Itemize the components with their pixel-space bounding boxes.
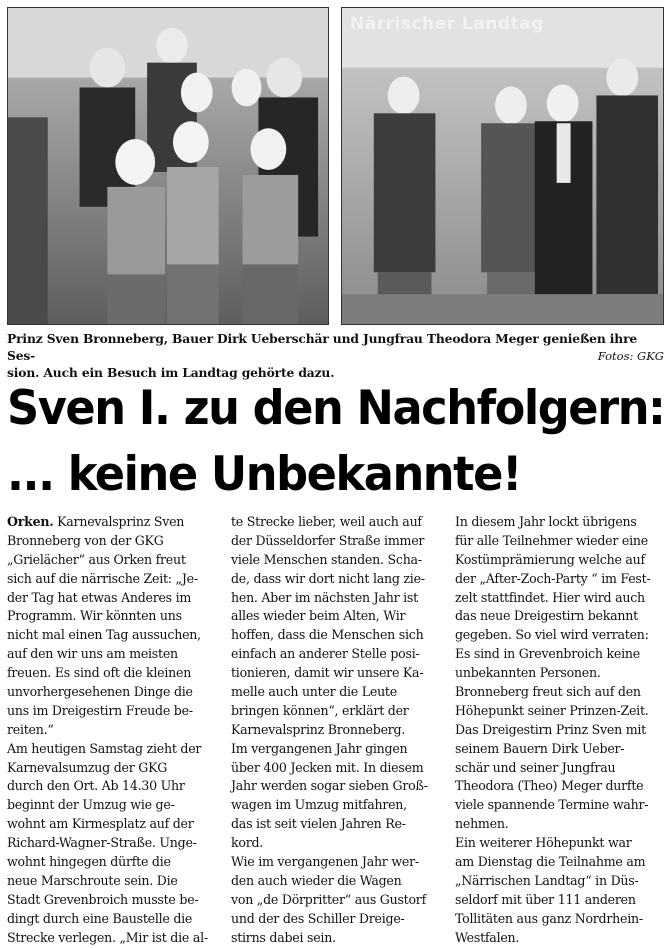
article-column-2: [231, 513, 434, 947]
article-line: In diesem Jahr lockt übrigens: [455, 514, 637, 529]
article-line: Stadt Grevenbroich musste be-: [7, 891, 199, 907]
photo-banner-text: Närrischer Landtag: [350, 14, 544, 34]
article-line: unbekannten Personen.: [455, 665, 601, 681]
article-line: viele Menschen standen. Scha-: [231, 551, 422, 567]
article-column-1: [7, 513, 210, 947]
article-line: durch den Ort. Ab 14.30 Uhr: [7, 778, 185, 794]
article-line: Bronneberg freut sich auf den: [455, 684, 641, 700]
article-line: sich auf die närrische Zeit: „Je-: [7, 570, 198, 586]
article-line: seldorf mit über 111 anderen: [455, 891, 636, 907]
article-line: Karnevalsprinz Bronneberg.: [231, 721, 406, 737]
article-line: wohnt hingegen dürfte die: [7, 854, 171, 870]
article-line: stirns dabei sein.: [231, 929, 336, 945]
article-line: Strecke verlegen. „Mir ist die al-: [7, 929, 208, 945]
article-line: über 400 Jecken mit. In diesem: [231, 759, 424, 775]
article-line: unvorhergesehenen Dinge die: [7, 684, 193, 700]
article-line: tionieren, damit wir unsere Ka-: [231, 665, 424, 681]
photo-carnival-group-image: [8, 8, 328, 324]
article-line: den auch wieder die Wagen: [231, 872, 402, 888]
article-line: am Dienstag die Teilnahme am: [455, 854, 646, 870]
headline: [7, 376, 665, 508]
article-line: Westfalen.: [455, 929, 520, 945]
article-line: Theodora (Theo) Meger durfte: [455, 778, 644, 794]
article-line: Tollitäten aus ganz Nordrhein-: [455, 910, 643, 926]
article-line: wagen im Umzug mitfahren,: [231, 797, 407, 813]
article-line: hoffen, dass die Menschen sich: [231, 627, 424, 643]
article-line: der Düsseldorfer Straße immer: [231, 532, 425, 548]
article-line: Kostümprämierung welche auf: [455, 551, 645, 567]
photo-carnival-group: [7, 7, 329, 325]
article-line: Karnevalsumzug der GKG: [7, 759, 168, 775]
article-line: einfach an anderer Stelle posi-: [231, 646, 420, 662]
article-line: zelt stattfindet. Hier wird auch: [455, 589, 645, 605]
article-line: freuen. Es sind oft die kleinen: [7, 665, 192, 681]
caption-line: sion. Auch ein Besuch im Landtag gehörte dazu.: [7, 365, 335, 380]
article-line: [7, 513, 210, 532]
article-line: Programm. Wir könnten uns: [7, 608, 182, 624]
article-line: Am heutigen Samstag zieht der: [7, 740, 202, 756]
article-line: gegeben. So viel wird verraten:: [455, 627, 649, 643]
article-line: Es sind in Grevenbroich keine: [455, 646, 640, 662]
article-line: von „de Dörpritter“ aus Gustorf: [231, 891, 426, 907]
article-line: te Strecke lieber, weil auch auf: [231, 514, 422, 529]
article-line: das neue Dreigestirn bekannt: [455, 608, 638, 624]
article-line: und der des Schiller Dreige-: [231, 910, 405, 926]
article-line: „Närrischen Landtag“ in Düs-: [455, 872, 639, 888]
photo-credit: Fotos: GKG: [597, 349, 664, 363]
article-line: melle auch unter die Leute: [231, 684, 397, 700]
photo-caption: [7, 330, 664, 381]
article-line: der Tag hat etwas Anderes im: [7, 589, 192, 605]
article-line: alles wieder beim Alten, Wir: [231, 608, 406, 624]
article-line: bringen können“, erklärt der: [231, 702, 409, 718]
article-line: Höhepunkt seiner Prinzen-Zeit.: [455, 702, 649, 718]
dateline-rest: Karnevalsprinz Sven: [53, 514, 185, 529]
article-line: dingt durch eine Baustelle die: [7, 910, 193, 926]
article-line: Ein weiterer Höhepunkt war: [455, 835, 632, 851]
article-line: schär und seiner Jungfrau: [455, 759, 616, 775]
article-line: das ist seit vielen Jahren Re-: [231, 816, 406, 832]
article-line: neue Marschroute sein. Die: [7, 872, 178, 888]
dateline: Orken.: [7, 514, 54, 529]
caption-line: Prinz Sven Bronneberg, Bauer Dirk Ueberschär und Jungfrau Theodora Meger genießen ihre Ses-: [7, 331, 638, 363]
article-line: auf den wir uns am meisten: [7, 646, 178, 662]
article-line: Wie im vergangenen Jahr wer-: [231, 854, 419, 870]
headline-line: ... keine Unbekannte!: [7, 447, 521, 502]
article-line: beginnt der Umzug wie ge-: [7, 797, 175, 813]
article-line: seinem Bauern Dirk Ueber-: [455, 740, 625, 756]
article-line: „Grielächer“ aus Orken freut: [7, 551, 186, 567]
article-line: Im vergangenen Jahr gingen: [231, 740, 408, 756]
article-line: für alle Teilnehmer wieder eine: [455, 532, 648, 548]
article-line: der „After-Zoch-Party “ im Fest-: [455, 570, 651, 586]
article-line: uns im Dreigestirn Freude be-: [7, 702, 193, 718]
article-line: de, dass wir dort nicht lang zie-: [231, 570, 425, 586]
article-line: nehmen.: [455, 816, 509, 832]
headline-line: Sven I. zu den Nachfolgern:: [7, 381, 665, 436]
article-line: Bronneberg von der GKG: [7, 532, 164, 548]
article-column-3: [455, 513, 658, 947]
article-line: viele spannende Termine wahr-: [455, 797, 649, 813]
article-line: Das Dreigestirn Prinz Sven mit: [455, 721, 646, 737]
article-line: reiten.“: [7, 721, 54, 737]
photo-landtag-visit-image: [342, 8, 663, 324]
article-line: nicht mal einen Tag aussuchen,: [7, 627, 201, 643]
article-line: Richard-Wagner-Straße. Unge-: [7, 835, 197, 851]
article-line: Jahr werden sogar sieben Groß-: [231, 778, 428, 794]
article-line: hen. Aber im nächsten Jahr ist: [231, 589, 418, 605]
article-line: wohnt am Kirmesplatz auf der: [7, 816, 194, 832]
photo-landtag-visit: [341, 7, 664, 325]
article-line: kord.: [231, 835, 264, 851]
